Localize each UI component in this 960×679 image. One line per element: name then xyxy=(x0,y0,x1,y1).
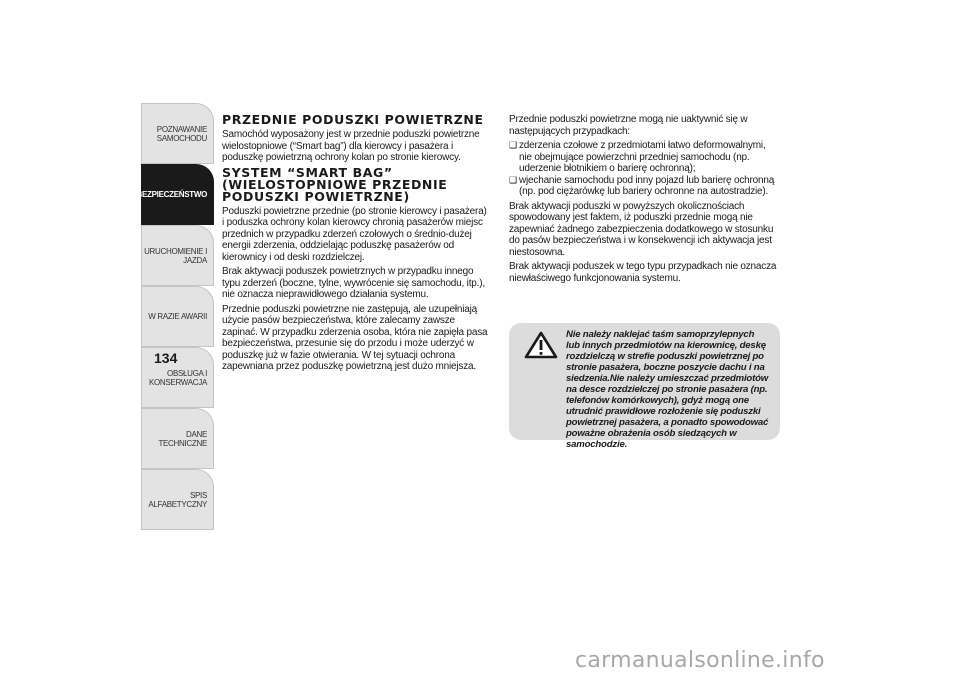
page-number: 134 xyxy=(154,350,178,366)
paragraph: Przednie poduszki powietrzne nie zastępują, ale uzupełniają użycie pasów bezpieczeństwa, które zalecamy zawsze zapinać. W przypadku zderzenia osoba, która nie zapięła pasa bezpieczeństwa, przesunie się do przodu i może uderzyć w poduszkę już w fazie otwierania. W tej sytuacji ochrona zapewniana przez poduszkę powietrzną jest dużo mniejsza. xyxy=(222,303,488,372)
paragraph: Brak aktywacji poduszek powietrznych w przypadku innego typu zderzeń (boczne, tylne, wywrócenie się samochodu, itp.), nie oznacza nieprawidłowego działania systemu. xyxy=(222,266,485,300)
tab-bezpieczenstwo[interactable] xyxy=(136,164,214,225)
paragraph: Brak aktywacji poduszki w powyższych okolicznościach spowodowany jest faktem, iż poduszki przednie mogą nie zapewniać żadnego zabezpieczenia dodatkowego w stosunku do pasów bezpieczeństwa i w konsekwencji ich aktywacja jest niestosowna. xyxy=(509,200,774,258)
right-column xyxy=(509,114,779,287)
tab-label: POZNAWANIE SAMOCHODU xyxy=(156,124,207,143)
warning-triangle-icon xyxy=(524,331,558,359)
watermark: carmanualsonline.info xyxy=(575,648,825,673)
list-item: ❑ wjechanie samochodu pod inny pojazd lub barierę ochronną (np. pod ciężarówkę lub bariery ochronne na autostradzie). xyxy=(509,175,779,198)
tab-label: DANE TECHNICZNE xyxy=(158,429,207,448)
list-item: ❑ zderzenia czołowe z przedmiotami łatwo deformowalnymi, nie obejmujące powierzchni przedniej samochodu (np. uderzenie błotnikiem o barierę ochronną); xyxy=(509,140,779,175)
left-column xyxy=(222,114,490,376)
bullet-list xyxy=(509,140,779,198)
tab-label: SPIS ALFABETYCZNY xyxy=(148,490,207,509)
tab-dane-techniczne[interactable] xyxy=(141,408,214,469)
paragraph: Samochód wyposażony jest w przednie poduszki powietrzne wielostopniowe (“Smart bag”) dla kierowcy i pasażera i poduszkę powietrzną ochrony kolan po stronie kierowcy. xyxy=(222,129,480,163)
paragraph: Przednie poduszki powietrzne mogą nie uaktywnić się w następujących przypadkach: xyxy=(509,114,748,137)
tab-obsluga-i-konserwacja[interactable] xyxy=(141,347,214,408)
heading-smart-bag: SYSTEM “SMART BAG” (WIELOSTOPNIOWE PRZEDNIE PODUSZKI POWIETRZNE) xyxy=(222,164,448,204)
tab-label: BEZPIECZEŃSTWO xyxy=(136,190,207,199)
heading-przednie-poduszki: PRZEDNIE PODUSZKI POWIETRZNE xyxy=(222,112,484,127)
warning-text: Nie należy naklejać taśm samoprzylepnych lub innych przedmiotów na kierownicę, deskę rozdzielczą w strefie poduszki powietrznej po stronie pasażera, boczne poszycie dachu i na siedzenia.Nie należy umieszczać przedmiotów na desce rozdzielczej po stronie pasażera (np. telefonów komórkowych), gdyż mogą one utrudnić prawidłowe rozłożenie się poduszki powietrznej pasażera, a ponadto spowodować poważne obrażenia osób siedzących w samochodzie. xyxy=(566,329,769,450)
tab-label: OBSŁUGA I KONSERWACJA xyxy=(148,368,207,387)
tab-label: W RAZIE AWARII xyxy=(148,312,207,321)
tab-poznawanie-samochodu[interactable] xyxy=(141,103,214,164)
tab-uruchomienie-i-jazda[interactable] xyxy=(141,225,214,286)
tab-w-razie-awarii[interactable] xyxy=(141,286,214,347)
tab-spis-alfabetyczny[interactable] xyxy=(141,469,214,530)
paragraph: Brak aktywacji poduszek w tego typu przypadkach nie oznacza niewłaściwego funkcjonowania systemu. xyxy=(509,261,777,284)
tab-label: URUCHOMIENIE I JAZDA xyxy=(144,246,207,265)
paragraph: Poduszki powietrzne przednie (po stronie kierowcy i pasażera) i poduszka ochrony kolan kierowcy chronią pasażerów miejsc przednich w przypadku zderzeń czołowych o średnio-dużej energii zderzenia, oddzielając poduszkę pasażerów od kierownicy i od deski rozdzielczej. xyxy=(222,205,487,263)
warning-box xyxy=(509,323,780,450)
